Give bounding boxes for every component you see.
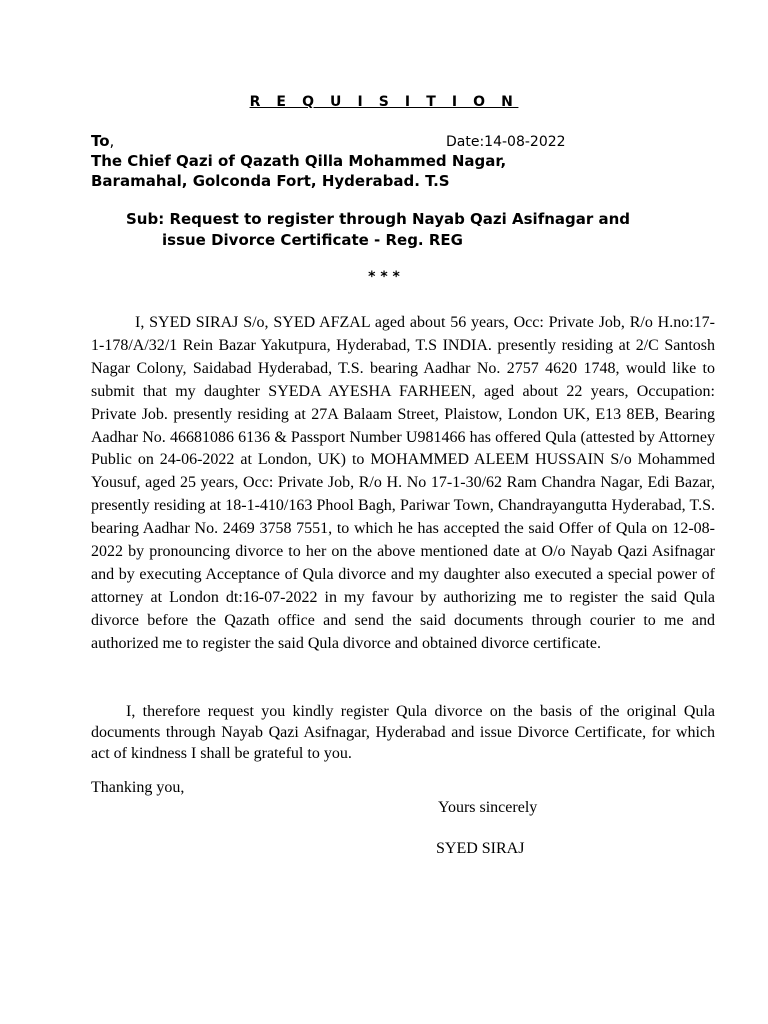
body-paragraph-2: I, therefore request you kindly register Qula divorce on the basis of the original Qula documents through Nayab Qazi Asifnagar, Hyderabad and issue Divorce Certificate, for which act of kindness I shall be grateful to you. — [91, 703, 715, 762]
thanking-line: Thanking you, — [91, 779, 185, 796]
recipient-address-line1: The Chief Qazi of Qazath Qilla Mohammed Nagar, — [91, 152, 507, 170]
subject-line1: Sub: Request to register through Nayab Qazi Asifnagar and — [126, 210, 631, 228]
to-label: To — [91, 132, 110, 150]
document-heading: R E Q U I S I T I O N — [249, 94, 519, 110]
to-comma: , — [109, 132, 115, 150]
letter-date: Date:14-08-2022 — [446, 134, 566, 150]
subject-line2: issue Divorce Certificate - Reg. REG — [162, 231, 463, 249]
signatory-name: SYED SIRAJ — [436, 840, 525, 857]
separator-stars: * * * — [368, 269, 400, 285]
body-paragraph-1: I, SYED SIRAJ S/o, SYED AFZAL aged about 56 years, Occ: Private Job, R/o H.no:17-1-178/A/32/1 Rein Bazar Yakutpura, Hyderabad, T.S INDIA. presently residing at 2/C Santosh Nagar Colony, Saidabad Hyderabad, T.S. bearing Aadhar No. 2757 4620 1748, would like to submit that my daughter SYEDA AYESHA FARHEEN, aged about 22 years, Occupation: Private Job. presently residing at 27A Balaam Street, Plaistow, London UK, E13 8EB, Bearing Aadhar No. 46681086 6136 & Passport Number U981466 has offered Qula (attested by Attorney Public on 24-06-2022 at London, UK) to MOHAMMED ALEEM HUSSAIN S/o Mohammed Yousuf, aged 25 years, Occ: Private Job, R/o H. No 17-1-30/62 Ram Chandra Nagar, Edi Bazar, presently residing at 18-1-410/163 Phool Bagh, Pariwar Town, Chandrayangutta Hyderabad, T.S. bearing Aadhar No. 2469 3758 7551, to which he has accepted the said Offer of Qula on 12-08-2022 by pronouncing divorce to her on the above mentioned date at O/o Nayab Qazi Asifnagar and by executing Acceptance of Qula divorce and my daughter also executed a special power of attorney at London dt:16-07-2022 in my favour by authorizing me to register the said Qula divorce before the Qazath office and send the said documents through courier to me and authorized me to register the said Qula divorce and obtained divorce certificate. — [91, 314, 715, 652]
recipient-salutation — [91, 132, 114, 150]
recipient-address-line2: Baramahal, Golconda Fort, Hyderabad. T.S — [91, 172, 450, 190]
yours-sincerely: Yours sincerely — [438, 799, 538, 816]
